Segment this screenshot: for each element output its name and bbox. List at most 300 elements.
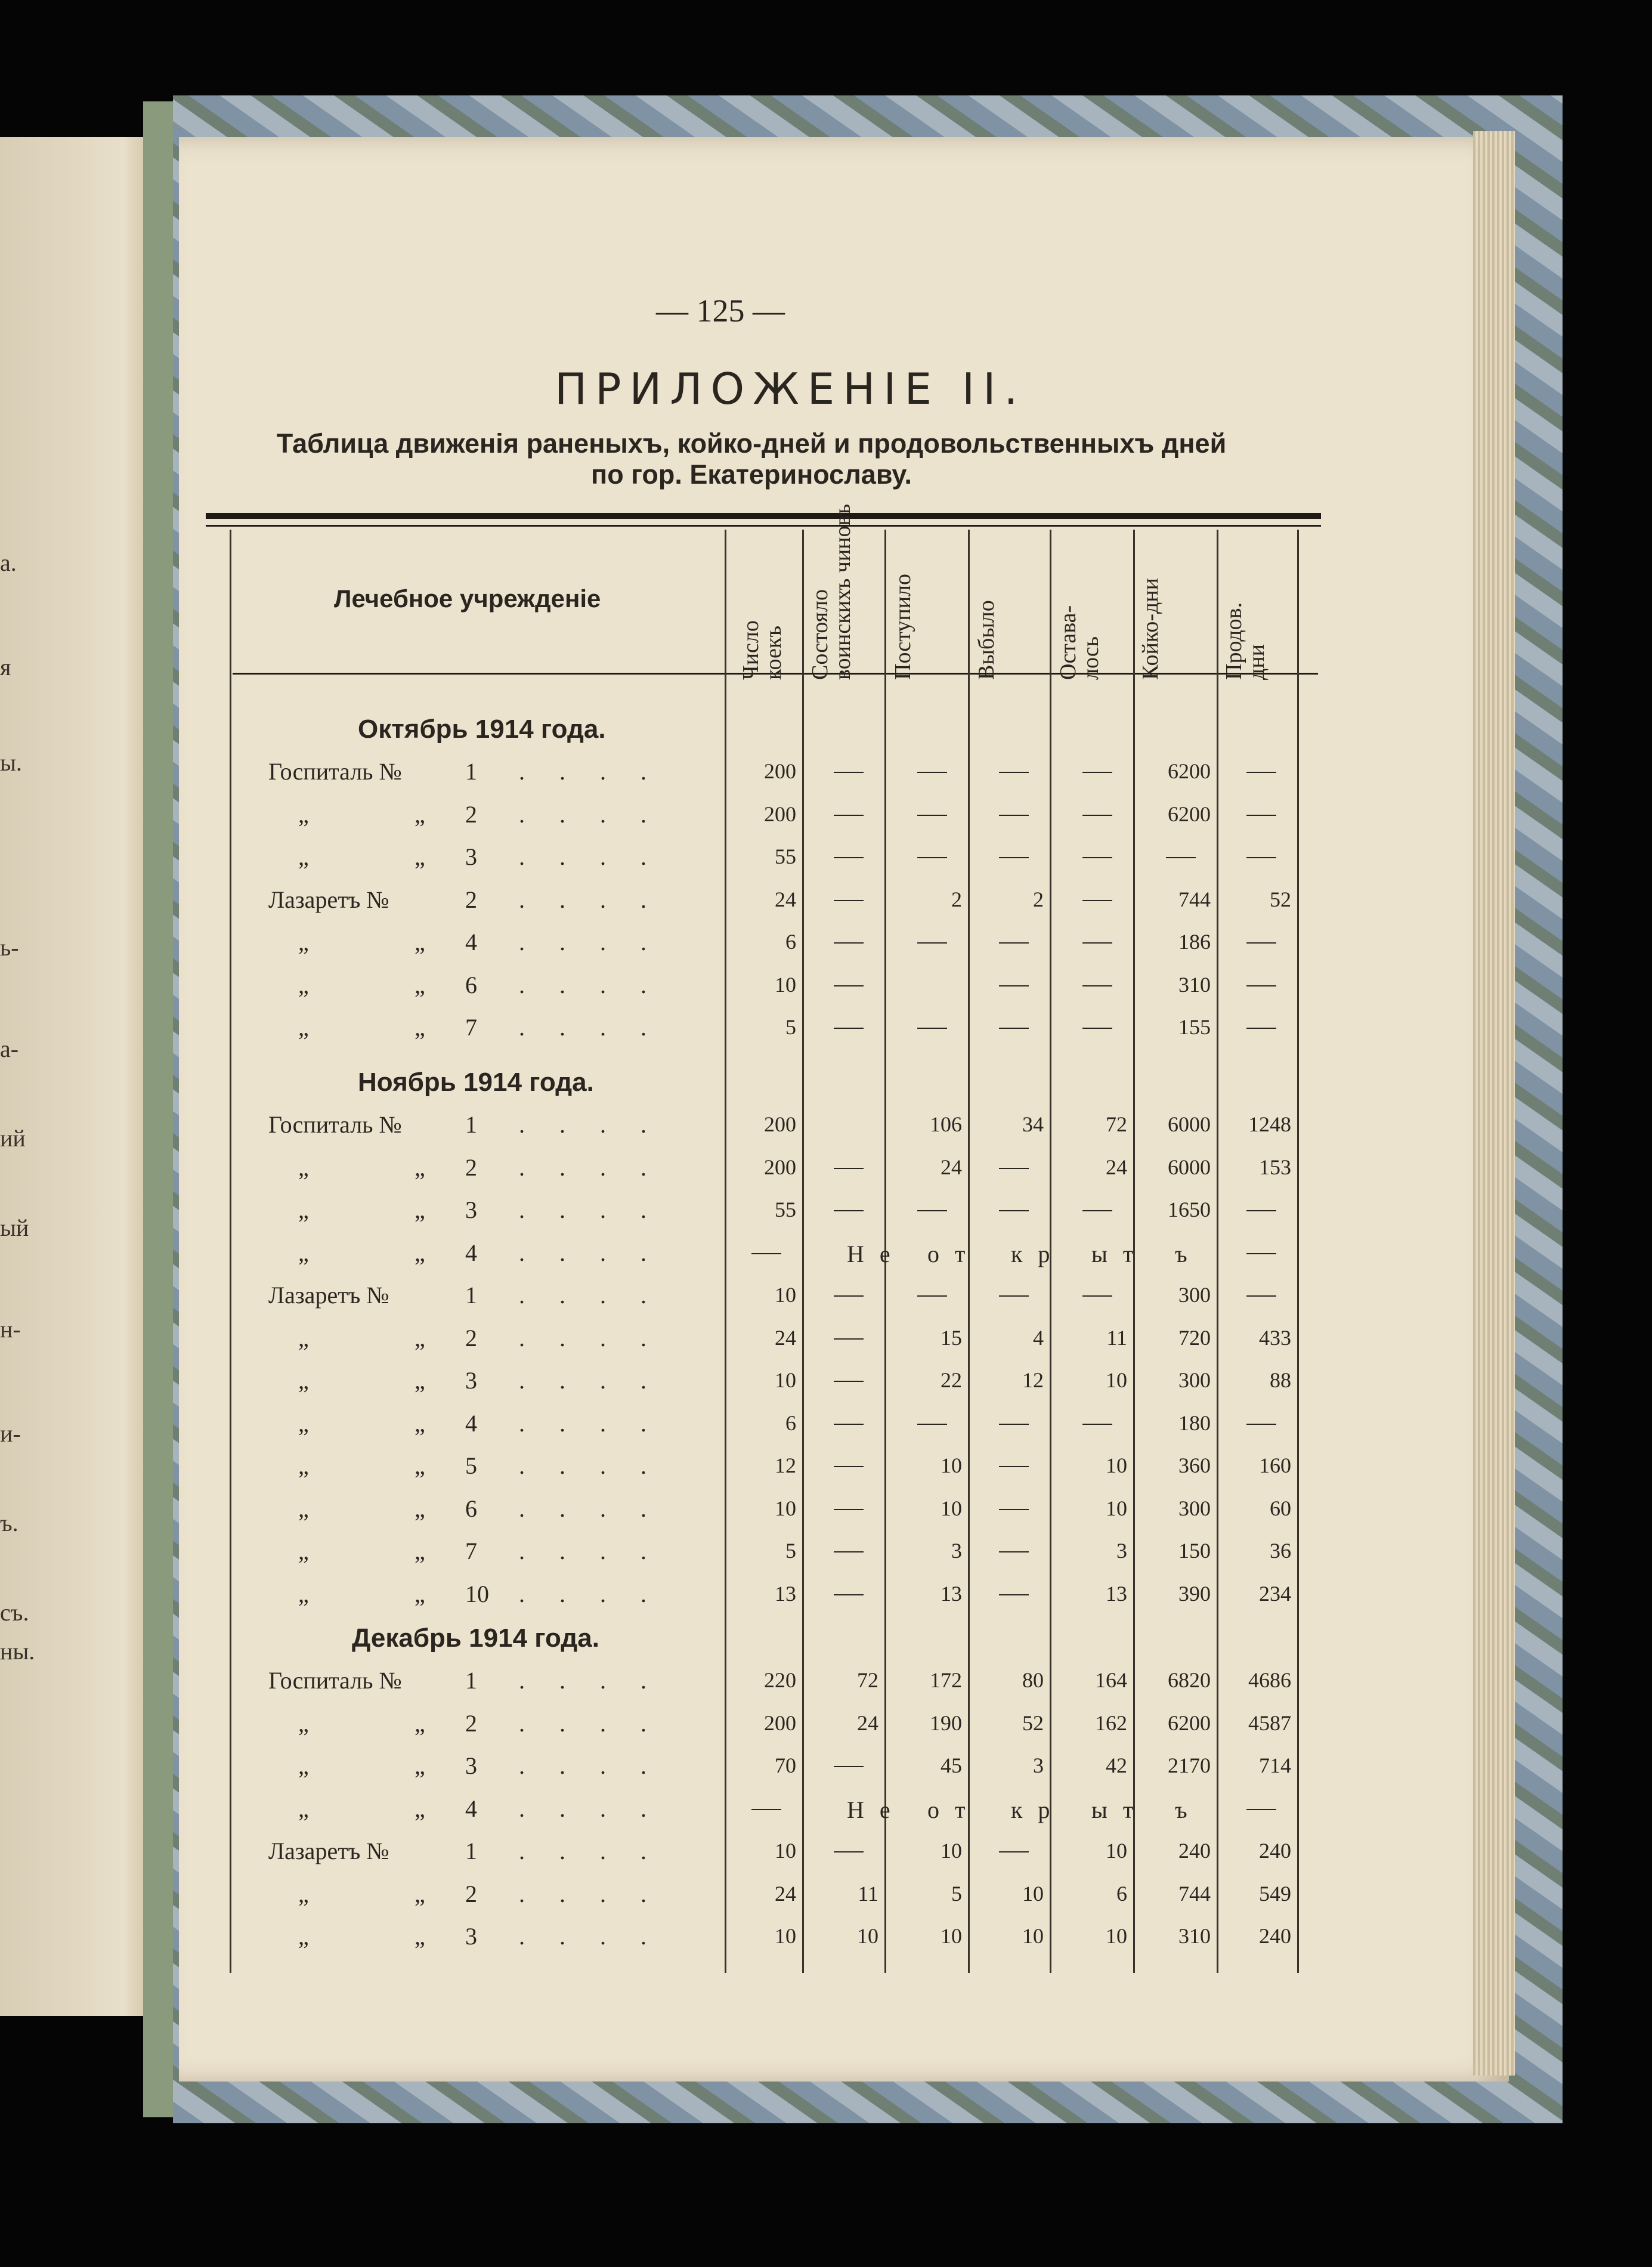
table-cell: 433: [1259, 1325, 1291, 1350]
empty-dash: [834, 985, 864, 986]
institution-type: „: [298, 1538, 309, 1564]
subtitle-line-2: по гор. Екатеринославу.: [591, 459, 912, 490]
ditto-mark: „: [414, 1795, 425, 1822]
not-opened-text: о т: [927, 1240, 970, 1267]
institution-number: 4: [465, 929, 477, 955]
leader-dots: ....: [519, 929, 681, 955]
institution-name: [268, 1709, 477, 1737]
empty-dash: [999, 985, 1029, 986]
table-cell: 24: [775, 887, 796, 911]
institution-number: 2: [465, 886, 477, 913]
empty-dash: [917, 1028, 947, 1029]
left-page-fragment: ны.: [0, 1638, 35, 1665]
institution-name: [268, 971, 477, 999]
institution-name: [268, 1111, 477, 1139]
table-cell: 155: [1178, 1015, 1211, 1039]
leader-dots: ....: [519, 1709, 681, 1737]
table-cell: 200: [764, 1112, 796, 1136]
empty-dash: [1246, 1809, 1276, 1810]
leader-dots: ....: [519, 1495, 681, 1522]
empty-dash: [999, 1466, 1029, 1467]
table-cell: 4686: [1248, 1668, 1291, 1692]
leader-dots: ....: [519, 886, 681, 913]
empty-dash: [834, 1851, 864, 1852]
ditto-mark: „: [414, 971, 425, 998]
empty-dash: [1166, 857, 1196, 858]
institution-type: „: [298, 1580, 309, 1607]
institution-type: „: [298, 1752, 309, 1779]
table-cell: 24: [775, 1881, 796, 1906]
leader-dots: ....: [519, 1239, 681, 1266]
table-cell: 22: [941, 1368, 962, 1392]
table-cell: 10: [941, 1924, 962, 1948]
institution-type: „: [298, 1923, 309, 1950]
month-heading: Декабрь 1914 года.: [352, 1623, 599, 1653]
not-opened-text: ы т: [1091, 1240, 1139, 1267]
empty-dash: [999, 1509, 1029, 1510]
empty-dash: [1082, 1424, 1112, 1425]
header-rule-thick: [206, 513, 1321, 519]
empty-dash: [751, 1253, 781, 1254]
table-cell: 360: [1178, 1453, 1211, 1477]
table-cell: 200: [764, 1711, 796, 1735]
table-cell: 150: [1178, 1539, 1211, 1563]
empty-dash: [1246, 1028, 1276, 1029]
institution-number: 1: [465, 1838, 477, 1864]
table-cell: 6: [785, 930, 796, 954]
institution-type: Лазаретъ №: [268, 886, 389, 913]
table-cell: 3: [1033, 1753, 1044, 1777]
table-cell: 10: [1106, 1924, 1127, 1948]
table-cell: 42: [1106, 1753, 1127, 1777]
month-heading: Ноябрь 1914 года.: [358, 1068, 594, 1097]
table-cell: 60: [1270, 1496, 1291, 1520]
table-cell: 5: [785, 1539, 796, 1563]
table-cell: 10: [1106, 1368, 1127, 1392]
table-cell: 1248: [1248, 1112, 1291, 1136]
table-cell: 6820: [1168, 1668, 1211, 1692]
table-cell: 10: [941, 1839, 962, 1863]
left-page-fragment: а.: [0, 549, 17, 576]
institution-type: Лазаретъ №: [268, 1282, 389, 1309]
ditto-mark: „: [414, 1923, 425, 1950]
institution-number: 4: [465, 1409, 477, 1437]
ditto-mark: „: [414, 929, 425, 955]
table-cell: 153: [1259, 1155, 1291, 1179]
table-cell: 310: [1178, 972, 1211, 997]
institution-name: [268, 1196, 477, 1224]
table-cell: 10: [1106, 1496, 1127, 1520]
left-page-fragment: а-: [0, 1035, 19, 1062]
table-cell: 6000: [1168, 1112, 1211, 1136]
table-cell: 36: [1270, 1539, 1291, 1563]
institution-name: [268, 1409, 477, 1437]
leader-dots: ....: [519, 1409, 681, 1437]
table-cell: 10: [857, 1924, 878, 1948]
empty-dash: [1082, 1210, 1112, 1211]
institution-name: [268, 1666, 477, 1694]
institution-number: 1: [465, 1111, 477, 1138]
column-header: Остава- лось: [1056, 605, 1103, 680]
leader-dots: ....: [519, 1880, 681, 1907]
empty-dash: [1082, 857, 1112, 858]
table-cell: 12: [775, 1453, 796, 1477]
empty-dash: [999, 1424, 1029, 1425]
institution-number: 6: [465, 971, 477, 998]
institution-name: [268, 1153, 477, 1182]
table-cell: 240: [1259, 1924, 1291, 1948]
institution-name: [268, 928, 477, 956]
leader-dots: ....: [519, 1111, 681, 1138]
institution-name: [268, 1281, 477, 1309]
institution-name: [268, 800, 477, 828]
leader-dots: ....: [519, 1838, 681, 1864]
table-cell: 72: [857, 1668, 878, 1692]
table-cell: 52: [1022, 1711, 1044, 1735]
table-cell: 190: [930, 1711, 962, 1735]
table-cell: 80: [1022, 1668, 1044, 1692]
table-cell: 2: [1033, 887, 1044, 911]
institution-type: „: [298, 1367, 309, 1394]
institution-type: „: [298, 1153, 309, 1181]
table-cell: 6000: [1168, 1155, 1211, 1179]
subtitle-line-1: Таблица движенія раненыхъ, койко-дней и продовольственныхъ дней: [276, 428, 1227, 459]
empty-dash: [1082, 900, 1112, 901]
table-cell: 720: [1178, 1325, 1211, 1350]
empty-dash: [999, 815, 1029, 816]
ditto-mark: „: [414, 1538, 425, 1564]
table-cell: 24: [857, 1711, 878, 1735]
institution-name: [268, 1880, 477, 1908]
table-cell: 10: [941, 1496, 962, 1520]
institution-name: [268, 757, 477, 785]
not-opened-text: ъ: [1175, 1240, 1192, 1267]
empty-dash: [834, 1210, 864, 1211]
table-cell: 714: [1259, 1753, 1291, 1777]
table-cell: 55: [775, 1198, 796, 1221]
institution-name: [268, 1537, 477, 1565]
empty-dash: [834, 1295, 864, 1297]
page-edges: [1473, 131, 1515, 2076]
table-cell: 10: [775, 1496, 796, 1520]
empty-dash: [999, 1028, 1029, 1029]
ditto-mark: „: [414, 800, 425, 828]
empty-dash: [834, 1338, 864, 1340]
leader-dots: ....: [519, 971, 681, 998]
institution-number: 2: [465, 1709, 477, 1737]
not-opened-text: Н е: [847, 1240, 895, 1267]
institution-number: 2: [465, 1880, 477, 1907]
ditto-mark: „: [414, 1196, 425, 1223]
institution-type: „: [298, 1239, 309, 1266]
table-cell: 12: [1022, 1368, 1044, 1392]
empty-dash: [1246, 857, 1276, 858]
institution-type: Госпиталь №: [268, 1111, 402, 1138]
table-cell: 744: [1178, 1881, 1211, 1906]
institution-type: „: [298, 1452, 309, 1479]
ditto-mark: „: [414, 1495, 425, 1522]
table-cell: 13: [941, 1581, 962, 1606]
empty-dash: [834, 1466, 864, 1467]
column-line: [1297, 530, 1299, 1973]
empty-dash: [917, 1295, 947, 1297]
table-cell: 24: [941, 1155, 962, 1179]
empty-dash: [1082, 1295, 1112, 1297]
table-cell: 10: [775, 1924, 796, 1948]
leader-dots: ....: [519, 1538, 681, 1564]
leader-dots: ....: [519, 1667, 681, 1694]
empty-dash: [834, 1424, 864, 1425]
empty-dash: [999, 1210, 1029, 1211]
empty-dash: [999, 857, 1029, 858]
table-cell: 52: [1270, 887, 1291, 911]
table-cell: 55: [775, 845, 796, 868]
column-header: Поступило: [890, 574, 915, 680]
ditto-mark: „: [414, 1452, 425, 1479]
leader-dots: ....: [519, 1282, 681, 1309]
table-cell: 180: [1178, 1411, 1211, 1435]
leader-dots: ....: [519, 800, 681, 828]
institution-number: 3: [465, 843, 477, 870]
empty-dash: [917, 815, 947, 816]
leader-dots: ....: [519, 1153, 681, 1181]
table-cell: 549: [1259, 1881, 1291, 1906]
leader-dots: ....: [519, 758, 681, 785]
institution-name: [268, 1495, 477, 1523]
table-cell: 24: [775, 1325, 796, 1350]
institution-type: „: [298, 1795, 309, 1822]
leader-dots: ....: [519, 1752, 681, 1779]
empty-dash: [1246, 1253, 1276, 1254]
empty-dash: [999, 942, 1029, 944]
institution-number: 2: [465, 800, 477, 828]
leader-dots: ....: [519, 1324, 681, 1351]
institution-type: „: [298, 843, 309, 870]
ditto-mark: „: [414, 1409, 425, 1437]
institution-number: 5: [465, 1452, 477, 1479]
empty-dash: [834, 857, 864, 858]
institution-number: 3: [465, 1367, 477, 1394]
empty-dash: [1246, 772, 1276, 773]
table-cell: 240: [1259, 1839, 1291, 1863]
institution-name: [268, 843, 477, 871]
empty-dash: [999, 1594, 1029, 1595]
institution-type: „: [298, 1014, 309, 1041]
institution-name: [268, 1452, 477, 1480]
table-cell: 106: [930, 1112, 962, 1136]
table-cell: 200: [764, 759, 796, 783]
ditto-mark: „: [414, 1014, 425, 1041]
table-cell: 15: [941, 1325, 962, 1350]
institution-type: „: [298, 1324, 309, 1351]
table-cell: 4587: [1248, 1711, 1291, 1735]
left-page-fragment: ъ.: [0, 1510, 18, 1536]
table-cell: 10: [775, 1368, 796, 1392]
ditto-mark: „: [414, 1752, 425, 1779]
header-rule-thin: [206, 525, 1321, 527]
ditto-mark: „: [414, 1324, 425, 1351]
empty-dash: [917, 772, 947, 773]
empty-dash: [1246, 942, 1276, 944]
page-number: — 125 —: [656, 293, 785, 329]
institution-name: [268, 1837, 477, 1865]
left-page: [0, 137, 155, 2016]
table-cell: 200: [764, 1155, 796, 1179]
empty-dash: [1246, 1424, 1276, 1425]
left-page-fragment: и-: [0, 1420, 21, 1447]
institution-name: [268, 1752, 477, 1780]
ditto-mark: „: [414, 1153, 425, 1181]
table-cell: 744: [1178, 887, 1211, 911]
empty-dash: [834, 772, 864, 773]
column-header: Число коекъ: [738, 620, 786, 680]
empty-dash: [1246, 1295, 1276, 1297]
institution-number: 3: [465, 1196, 477, 1223]
institution-column-header: Лечебное учрежденіе: [334, 584, 601, 613]
table-cell: 72: [1106, 1112, 1127, 1136]
institution-name: [268, 1013, 477, 1041]
table-cell: 3: [951, 1539, 962, 1563]
table-cell: 1650: [1168, 1198, 1211, 1221]
institution-type: Лазаретъ №: [268, 1838, 389, 1864]
ditto-mark: „: [414, 1880, 425, 1907]
table-cell: 5: [785, 1015, 796, 1039]
table-cell: 45: [941, 1753, 962, 1777]
empty-dash: [999, 1851, 1029, 1852]
leader-dots: ....: [519, 1014, 681, 1041]
empty-dash: [1082, 985, 1112, 986]
not-opened-text: ы т: [1091, 1796, 1139, 1823]
empty-dash: [834, 942, 864, 944]
ditto-mark: „: [414, 1580, 425, 1607]
institution-number: 1: [465, 1667, 477, 1694]
column-header: Койко-дни: [1138, 578, 1163, 680]
table-cell: 300: [1178, 1496, 1211, 1520]
institution-type: „: [298, 1880, 309, 1907]
table-cell: 13: [1106, 1581, 1127, 1606]
left-page-fragment: ы.: [0, 749, 22, 776]
institution-number: 1: [465, 1282, 477, 1309]
leader-dots: ....: [519, 1367, 681, 1394]
table-cell: 10: [775, 972, 796, 997]
empty-dash: [1082, 1028, 1112, 1029]
institution-type: „: [298, 800, 309, 828]
institution-type: „: [298, 1409, 309, 1437]
empty-dash: [1246, 815, 1276, 816]
institution-number: 3: [465, 1752, 477, 1779]
column-header: Состояло воинскихъ чиновъ: [808, 503, 855, 680]
empty-dash: [917, 857, 947, 858]
institution-type: „: [298, 929, 309, 955]
institution-type: „: [298, 971, 309, 998]
institution-name: [268, 1580, 489, 1608]
empty-dash: [917, 1210, 947, 1211]
table-cell: 300: [1178, 1283, 1211, 1307]
column-header: Выбыло: [974, 600, 999, 680]
institution-type: Госпиталь №: [268, 758, 402, 785]
institution-number: 1: [465, 758, 477, 785]
page-title: ПРИЛОЖЕНІЕ II.: [555, 364, 1026, 414]
not-opened-text: ъ: [1175, 1796, 1192, 1823]
table-cell: 10: [1022, 1881, 1044, 1906]
empty-dash: [834, 1594, 864, 1595]
empty-dash: [1082, 772, 1112, 773]
table-cell: 186: [1178, 930, 1211, 954]
institution-number: 3: [465, 1923, 477, 1950]
table-cell: 10: [1106, 1453, 1127, 1477]
institution-name: [268, 1324, 477, 1352]
left-page-fragment: ий: [0, 1125, 26, 1152]
empty-dash: [999, 772, 1029, 773]
table-cell: 164: [1095, 1668, 1127, 1692]
table-cell: 172: [930, 1668, 962, 1692]
table-cell: 2170: [1168, 1753, 1211, 1777]
institution-number: 4: [465, 1795, 477, 1822]
table-cell: 10: [941, 1453, 962, 1477]
institution-type: Госпиталь №: [268, 1667, 402, 1694]
institution-name: [268, 886, 477, 914]
left-page-fragment: н-: [0, 1316, 21, 1343]
empty-dash: [999, 1168, 1029, 1169]
table-cell: 6200: [1168, 802, 1211, 826]
leader-dots: ....: [519, 1795, 681, 1822]
column-line: [802, 530, 804, 1973]
not-opened-text: к р: [1011, 1240, 1055, 1267]
table-cell: 3: [1116, 1539, 1127, 1563]
institution-name: [268, 1795, 477, 1823]
table-cell: 70: [775, 1753, 796, 1777]
table-cell: 6: [1116, 1881, 1127, 1906]
table-cell: 2: [951, 887, 962, 911]
empty-dash: [999, 1551, 1029, 1552]
empty-dash: [1082, 942, 1112, 944]
table-cell: 10: [775, 1283, 796, 1307]
column-header: Продов. дни: [1221, 602, 1269, 680]
institution-number: 7: [465, 1538, 477, 1564]
column-line: [230, 530, 231, 1973]
empty-dash: [834, 1381, 864, 1382]
ditto-mark: „: [414, 843, 425, 870]
institution-name: [268, 1366, 477, 1394]
institution-number: 7: [465, 1014, 477, 1041]
empty-dash: [834, 815, 864, 816]
table-cell: 10: [1022, 1924, 1044, 1948]
table-cell: 310: [1178, 1924, 1211, 1948]
empty-dash: [834, 1551, 864, 1552]
empty-dash: [1246, 1210, 1276, 1211]
institution-name: [268, 1922, 477, 1950]
institution-type: „: [298, 1709, 309, 1737]
empty-dash: [834, 1509, 864, 1510]
table-cell: 240: [1178, 1839, 1211, 1863]
ditto-mark: „: [414, 1709, 425, 1737]
not-opened-text: Н е: [847, 1796, 895, 1823]
empty-dash: [1246, 985, 1276, 986]
table-cell: 10: [775, 1839, 796, 1863]
table-cell: 220: [764, 1668, 796, 1692]
institution-type: „: [298, 1495, 309, 1522]
table-cell: 6200: [1168, 759, 1211, 783]
table-cell: 200: [764, 802, 796, 826]
empty-dash: [834, 1766, 864, 1767]
empty-dash: [751, 1809, 781, 1810]
table-cell: 6200: [1168, 1711, 1211, 1735]
ditto-mark: „: [414, 1239, 425, 1266]
ditto-mark: „: [414, 1367, 425, 1394]
table-cell: 390: [1178, 1581, 1211, 1606]
leader-dots: ....: [519, 1196, 681, 1223]
table-cell: 24: [1106, 1155, 1127, 1179]
